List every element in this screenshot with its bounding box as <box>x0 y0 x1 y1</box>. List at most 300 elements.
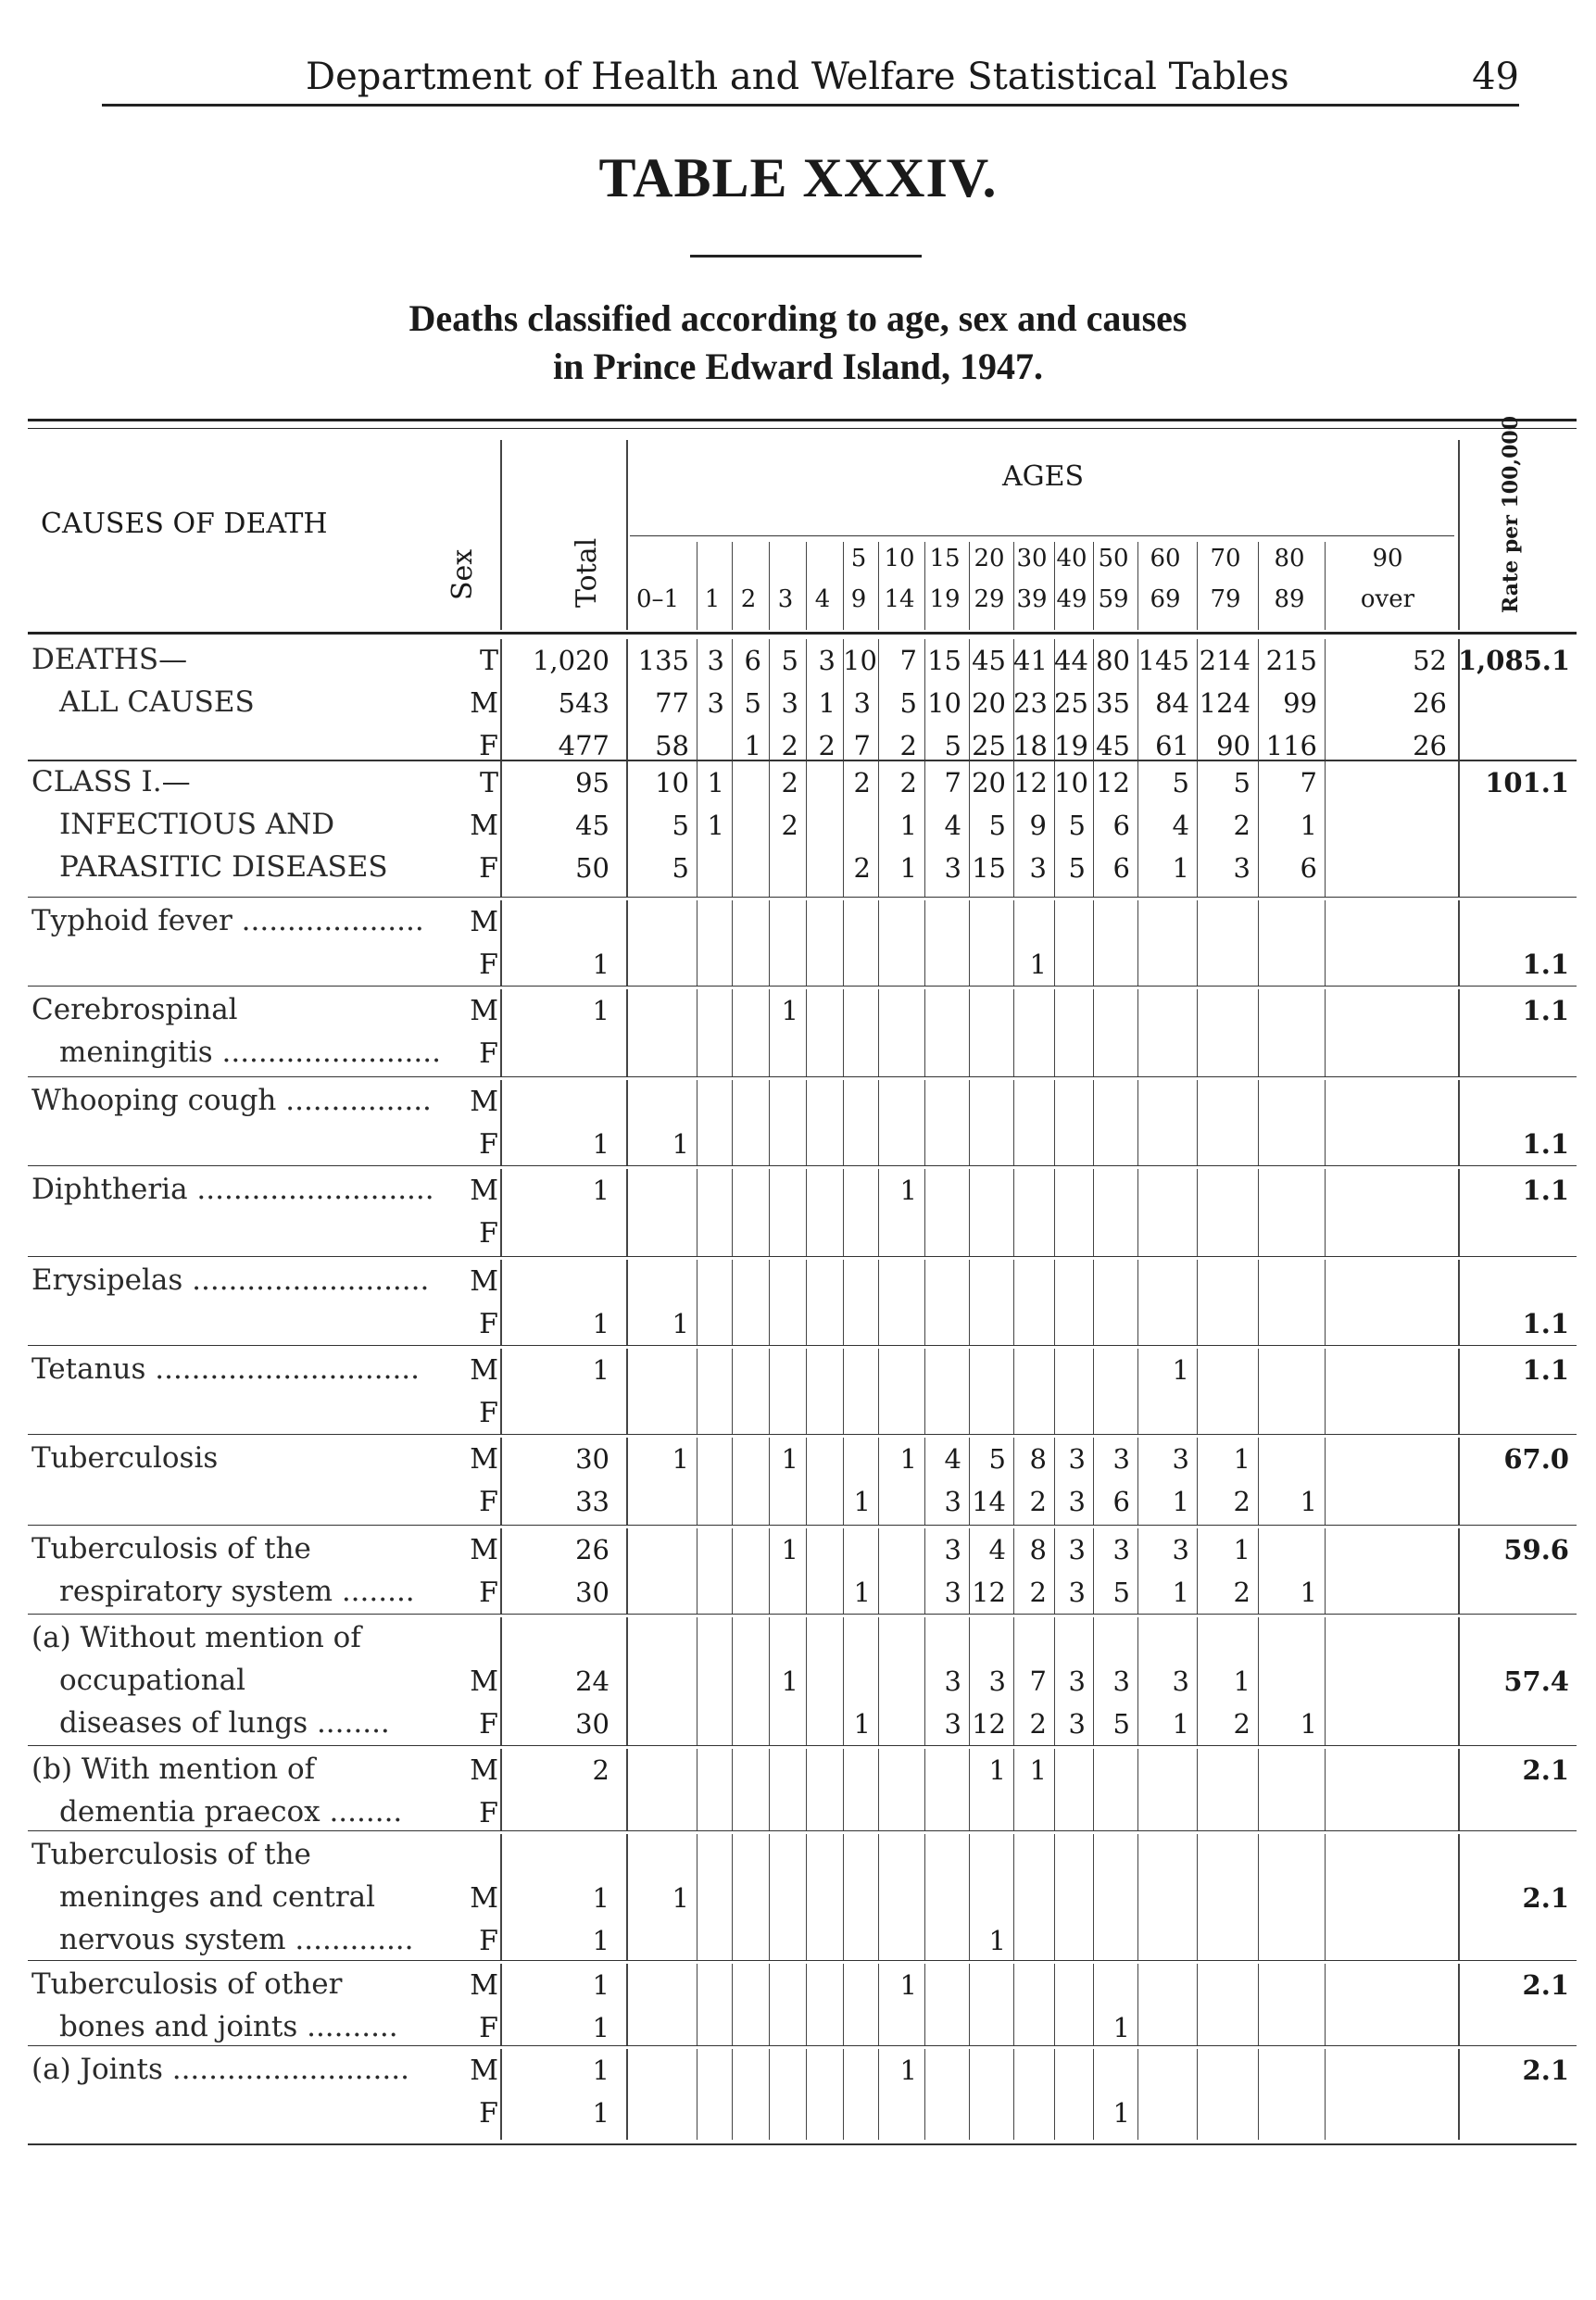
total-cell: 1 <box>592 1882 609 1914</box>
header-bottom-rule <box>28 632 1577 635</box>
age-divider <box>969 1080 970 1165</box>
age-cell: 4 <box>944 1443 961 1475</box>
total-divider <box>626 1749 628 1830</box>
age-cell: 3 <box>988 1665 1006 1697</box>
age-cell: 10 <box>843 645 877 676</box>
sex-label: M <box>470 2055 498 2087</box>
rate-cell: 1.1 <box>1522 1308 1569 1339</box>
age-divider <box>1258 639 1259 760</box>
age-divider <box>1013 1617 1014 1745</box>
age-divider <box>1258 1528 1259 1614</box>
age-cell: 3 <box>944 1577 961 1608</box>
age-cell: 3 <box>944 852 961 884</box>
sex-label: F <box>479 949 498 981</box>
age-cell: 44 <box>1054 645 1088 676</box>
rate-divider <box>1458 989 1460 1076</box>
age-divider <box>843 1617 844 1745</box>
age-cell: 2 <box>1233 1486 1250 1517</box>
age-divider <box>1054 1169 1055 1256</box>
header-title: Department of Health and Welfare Statistical Tables <box>306 56 1289 98</box>
cause-label: DEATHS— <box>31 643 188 676</box>
age-divider <box>1197 1617 1198 1745</box>
total-cell: 50 <box>575 852 609 884</box>
total-cell: 477 <box>558 730 609 761</box>
age-cell: 2 <box>1029 1577 1047 1608</box>
age-cell: 2 <box>1233 810 1250 841</box>
age-cell: 3 <box>1068 1577 1086 1608</box>
age-divider <box>806 900 807 986</box>
age-divider <box>1054 1260 1055 1345</box>
age-cell: 3 <box>853 687 871 719</box>
age-divider <box>806 1349 807 1434</box>
age-cell: 2 <box>899 767 917 798</box>
age-cell: 8 <box>1029 1443 1047 1475</box>
age-divider <box>769 900 770 986</box>
age-header-top: 80 <box>1274 545 1305 572</box>
sex-label: F <box>479 2012 498 2044</box>
age-divider <box>1054 2049 1055 2140</box>
rate-divider <box>1458 1080 1460 1165</box>
age-divider <box>1013 1964 1014 2045</box>
age-header-bottom: 59 <box>1098 585 1129 613</box>
age-cell: 1 <box>707 767 724 798</box>
total-cell: 30 <box>575 1708 609 1740</box>
age-cell: 1 <box>1172 1577 1189 1608</box>
age-divider <box>969 989 970 1076</box>
cause-label: nervous system ............. <box>59 1923 414 1956</box>
age-cell: 15 <box>972 852 1006 884</box>
age-cell: 5 <box>899 687 917 719</box>
age-cell: 1 <box>818 687 836 719</box>
cause-label: Erysipelas .......................... <box>31 1263 430 1297</box>
rate-cell: 57.4 <box>1503 1665 1569 1697</box>
sex-label: M <box>470 810 498 842</box>
age-header-bottom: 1 <box>704 585 721 613</box>
age-divider <box>1258 1438 1259 1525</box>
row-separator <box>28 1960 1577 1961</box>
age-cell: 2 <box>853 767 871 798</box>
total-cell: 1 <box>592 2012 609 2043</box>
age-divider <box>806 761 807 897</box>
rate-cell: 1.1 <box>1522 1175 1569 1206</box>
age-divider <box>1013 1528 1014 1614</box>
sex-label: F <box>479 1397 498 1429</box>
sex-divider <box>500 1964 502 2045</box>
sex-label: F <box>479 1128 498 1161</box>
cause-label: INFECTIOUS AND <box>59 808 335 841</box>
age-cell: 4 <box>1172 810 1189 841</box>
age-cell: 80 <box>1096 645 1130 676</box>
age-header-bottom: 29 <box>974 585 1005 613</box>
total-divider <box>626 1528 628 1614</box>
age-cell: 5 <box>781 645 798 676</box>
age-divider <box>878 1617 879 1745</box>
total-cell: 1 <box>592 1354 609 1386</box>
age-divider <box>769 1528 770 1614</box>
age-divider <box>1325 639 1326 760</box>
age-cell: 3 <box>818 645 836 676</box>
cause-label: Diphtheria .......................... <box>31 1173 434 1206</box>
age-cell: 23 <box>1013 687 1048 719</box>
age-divider <box>924 989 925 1076</box>
age-divider <box>1325 1349 1326 1434</box>
age-cell: 1 <box>1300 1577 1317 1608</box>
age-header-top: 10 <box>884 545 915 572</box>
age-divider <box>1325 1749 1326 1830</box>
age-cell: 6 <box>1112 810 1130 841</box>
age-cell: 1 <box>1233 1665 1250 1697</box>
sex-divider <box>500 1260 502 1345</box>
age-cell: 3 <box>781 687 798 719</box>
sex-label: F <box>479 852 498 885</box>
age-header-bottom: 89 <box>1274 585 1305 613</box>
age-divider <box>843 761 844 897</box>
age-cell: 7 <box>1300 767 1317 798</box>
age-cell: 1 <box>1233 1534 1250 1565</box>
total-cell: 1 <box>592 949 609 980</box>
age-divider <box>1054 1749 1055 1830</box>
age-divider <box>1325 900 1326 986</box>
age-cell: 1 <box>781 1665 798 1697</box>
rate-divider <box>1458 1528 1460 1614</box>
age-divider <box>1258 1349 1259 1434</box>
age-cell: 3 <box>1068 1534 1086 1565</box>
sex-label: F <box>479 1708 498 1741</box>
age-divider <box>924 1349 925 1434</box>
age-cell: 4 <box>944 810 961 841</box>
age-cell: 116 <box>1265 730 1317 761</box>
age-header-divider <box>843 542 844 630</box>
age-divider <box>1054 1964 1055 2045</box>
sex-divider <box>500 761 502 897</box>
age-header-bottom: 79 <box>1210 585 1241 613</box>
sex-divider <box>500 639 502 760</box>
age-divider <box>769 1169 770 1256</box>
cause-label: Tuberculosis of other <box>31 1967 343 2001</box>
age-divider <box>806 2049 807 2140</box>
age-cell: 1 <box>1172 852 1189 884</box>
age-header-bottom: 39 <box>1016 585 1048 613</box>
age-divider <box>806 1080 807 1165</box>
sex-label: F <box>479 730 498 762</box>
age-divider <box>843 1080 844 1165</box>
age-cell: 5 <box>1068 852 1086 884</box>
age-cell: 3 <box>707 687 724 719</box>
age-divider <box>1137 1617 1138 1745</box>
age-divider <box>1258 1749 1259 1830</box>
table-top-rule-thin <box>28 428 1577 429</box>
age-divider <box>1325 1260 1326 1345</box>
age-divider <box>1137 1528 1138 1614</box>
age-cell: 5 <box>988 1443 1006 1475</box>
age-divider <box>878 989 879 1076</box>
age-header-divider <box>969 542 970 630</box>
rate-divider <box>1458 2049 1460 2140</box>
age-divider <box>732 1169 733 1256</box>
age-cell: 214 <box>1199 645 1250 676</box>
age-divider <box>878 1169 879 1256</box>
age-divider <box>769 2049 770 2140</box>
rate-divider <box>1458 761 1460 897</box>
age-header-bottom: 69 <box>1150 585 1181 613</box>
age-divider <box>924 1169 925 1256</box>
age-divider <box>1054 1617 1055 1745</box>
row-separator <box>28 1434 1577 1435</box>
age-cell: 45 <box>972 645 1006 676</box>
age-cell: 1 <box>781 1534 798 1565</box>
age-divider <box>843 900 844 986</box>
sex-label: M <box>470 995 498 1027</box>
row-separator <box>28 986 1577 987</box>
age-divider <box>878 1080 879 1165</box>
age-header-top: 30 <box>1016 545 1048 572</box>
sex-divider <box>500 2049 502 2140</box>
age-cell: 20 <box>972 767 1006 798</box>
age-cell: 3 <box>944 1665 961 1697</box>
total-cell: 2 <box>592 1754 609 1786</box>
age-divider <box>806 1834 807 1960</box>
age-divider <box>924 900 925 986</box>
age-cell: 2 <box>781 810 798 841</box>
age-divider <box>969 1349 970 1434</box>
age-divider <box>732 2049 733 2140</box>
age-header-top: 70 <box>1210 545 1241 572</box>
age-divider <box>1258 1834 1259 1960</box>
sex-label: F <box>479 1217 498 1250</box>
sex-label: M <box>470 1534 498 1566</box>
total-divider <box>626 761 628 897</box>
age-cell: 1 <box>707 810 724 841</box>
age-divider <box>1197 1349 1198 1434</box>
age-divider <box>843 1964 844 2045</box>
rate-cell: 101.1 <box>1485 767 1569 798</box>
age-cell: 1 <box>781 995 798 1026</box>
sex-label: M <box>470 1443 498 1476</box>
age-cell: 77 <box>655 687 689 719</box>
age-cell: 5 <box>1112 1577 1130 1608</box>
age-cell: 5 <box>672 852 689 884</box>
age-divider <box>732 761 733 897</box>
age-divider <box>969 1749 970 1830</box>
total-cell: 95 <box>575 767 609 798</box>
age-header-bottom: 3 <box>777 585 794 613</box>
header-divider <box>626 440 628 630</box>
age-cell: 6 <box>1112 1486 1130 1517</box>
age-cell: 1 <box>899 810 917 841</box>
age-cell: 1 <box>781 1443 798 1475</box>
age-divider <box>969 1169 970 1256</box>
age-divider <box>1137 989 1138 1076</box>
age-divider <box>1325 989 1326 1076</box>
age-divider <box>1325 1438 1326 1525</box>
age-cell: 19 <box>1054 730 1088 761</box>
age-cell: 1 <box>853 1486 871 1517</box>
table-bottom-rule <box>28 2143 1577 2145</box>
sex-label: M <box>470 1754 498 1787</box>
age-divider <box>769 989 770 1076</box>
age-cell: 5 <box>1112 1708 1130 1740</box>
total-cell: 1 <box>592 1969 609 2001</box>
age-header-divider <box>1325 542 1326 630</box>
age-cell: 2 <box>818 730 836 761</box>
age-header-divider <box>878 542 879 630</box>
age-divider <box>924 1438 925 1525</box>
age-divider <box>924 1528 925 1614</box>
age-header-divider <box>769 542 770 630</box>
cause-label: PARASITIC DISEASES <box>59 850 388 884</box>
age-header-top: 15 <box>929 545 961 572</box>
rate-cell: 2.1 <box>1522 1754 1569 1786</box>
age-divider <box>732 1528 733 1614</box>
sex-label: M <box>470 1665 498 1698</box>
age-cell: 41 <box>1013 645 1048 676</box>
age-cell: 25 <box>1054 687 1088 719</box>
total-cell: 33 <box>575 1486 609 1517</box>
age-header-top: 50 <box>1098 545 1129 572</box>
age-divider <box>1325 761 1326 897</box>
age-divider <box>1093 1749 1094 1830</box>
age-divider <box>969 639 970 760</box>
age-divider <box>769 1964 770 2045</box>
age-divider <box>1137 1749 1138 1830</box>
age-divider <box>1197 1260 1198 1345</box>
age-cell: 2 <box>1029 1486 1047 1517</box>
age-cell: 5 <box>744 687 761 719</box>
age-cell: 1 <box>899 1969 917 2001</box>
cause-label: diseases of lungs ........ <box>59 1706 390 1740</box>
age-cell: 3 <box>1172 1443 1189 1475</box>
sex-divider <box>500 1349 502 1434</box>
row-separator <box>28 897 1577 898</box>
rate-divider <box>1458 1169 1460 1256</box>
sex-label: F <box>479 1037 498 1070</box>
age-cell: 1 <box>1029 1754 1047 1786</box>
total-divider <box>626 1617 628 1745</box>
age-divider <box>878 639 879 760</box>
age-cell: 2 <box>1233 1577 1250 1608</box>
age-cell: 1 <box>1172 1354 1189 1386</box>
cause-label: ALL CAUSES <box>59 685 255 719</box>
age-cell: 35 <box>1096 687 1130 719</box>
sex-divider <box>500 1169 502 1256</box>
age-cell: 5 <box>988 810 1006 841</box>
age-cell: 1 <box>1112 2012 1130 2043</box>
age-divider <box>1013 1349 1014 1434</box>
age-cell: 12 <box>1096 767 1130 798</box>
age-cell: 3 <box>1112 1665 1130 1697</box>
title-rule <box>690 255 922 258</box>
age-divider <box>1093 1080 1094 1165</box>
age-divider <box>1013 989 1014 1076</box>
total-cell: 543 <box>558 687 609 719</box>
cause-label: meningitis ........................ <box>59 1036 441 1069</box>
age-divider <box>1093 639 1094 760</box>
sex-label: M <box>470 1175 498 1207</box>
age-divider <box>1054 1834 1055 1960</box>
age-divider <box>969 1964 970 2045</box>
subtitle-line-2: in Prince Edward Island, 1947. <box>553 346 1043 387</box>
age-divider <box>1093 1528 1094 1614</box>
sex-label: M <box>470 1882 498 1915</box>
age-header-divider <box>732 542 733 630</box>
age-divider <box>843 989 844 1076</box>
age-divider <box>969 1438 970 1525</box>
sex-label: F <box>479 1308 498 1340</box>
row-separator <box>28 1614 1577 1615</box>
age-divider <box>1054 1349 1055 1434</box>
age-divider <box>732 639 733 760</box>
age-divider <box>1013 1080 1014 1165</box>
age-cell: 5 <box>1068 810 1086 841</box>
age-divider <box>843 2049 844 2140</box>
age-divider <box>1093 1438 1094 1525</box>
age-divider <box>1258 761 1259 897</box>
age-divider <box>924 1080 925 1165</box>
cause-label: Tuberculosis of the <box>31 1532 311 1565</box>
age-cell: 6 <box>1112 852 1130 884</box>
age-divider <box>843 1749 844 1830</box>
age-divider <box>806 1169 807 1256</box>
age-header-top: 5 <box>850 545 867 572</box>
age-divider <box>924 1749 925 1830</box>
age-cell: 215 <box>1265 645 1317 676</box>
table-title: TABLE XXXIV. <box>598 147 998 208</box>
sex-label: F <box>479 2097 498 2130</box>
age-header-divider <box>1054 542 1055 630</box>
age-cell: 10 <box>655 767 689 798</box>
total-cell: 45 <box>575 810 609 841</box>
header-divider <box>500 440 502 630</box>
cause-label: Whooping cough ................ <box>31 1084 432 1117</box>
total-cell: 24 <box>575 1665 609 1697</box>
cause-label: meninges and central <box>59 1880 376 1914</box>
age-cell: 1 <box>853 1708 871 1740</box>
age-divider <box>1197 1169 1198 1256</box>
age-divider <box>1197 1080 1198 1165</box>
total-cell: 1,020 <box>532 645 609 676</box>
age-divider <box>1093 1834 1094 1960</box>
age-divider <box>924 761 925 897</box>
sex-divider <box>500 1438 502 1525</box>
age-divider <box>1325 1834 1326 1960</box>
rate-cell: 2.1 <box>1522 2055 1569 2086</box>
age-cell: 3 <box>1172 1534 1189 1565</box>
age-cell: 2 <box>781 730 798 761</box>
total-cell: 1 <box>592 1925 609 1956</box>
age-divider <box>1137 1260 1138 1345</box>
age-cell: 99 <box>1283 687 1317 719</box>
age-cell: 7 <box>899 645 917 676</box>
table-subtitle <box>0 295 1596 391</box>
age-divider <box>1013 1834 1014 1960</box>
age-divider <box>1137 900 1138 986</box>
total-cell: 1 <box>592 1175 609 1206</box>
rate-cell: 1.1 <box>1522 1354 1569 1386</box>
header-rule <box>102 104 1519 107</box>
age-header-bottom: 2 <box>740 585 757 613</box>
age-divider <box>1093 761 1094 897</box>
row-separator <box>28 760 1577 761</box>
age-cell: 1 <box>988 1925 1006 1956</box>
age-header-top: 60 <box>1150 545 1181 572</box>
age-divider <box>1013 900 1014 986</box>
cause-label: Tetanus ............................. <box>31 1352 421 1386</box>
age-cell: 52 <box>1413 645 1447 676</box>
row-separator <box>28 1076 1577 1077</box>
age-divider <box>1013 1260 1014 1345</box>
age-divider <box>732 1964 733 2045</box>
age-divider <box>878 1834 879 1960</box>
